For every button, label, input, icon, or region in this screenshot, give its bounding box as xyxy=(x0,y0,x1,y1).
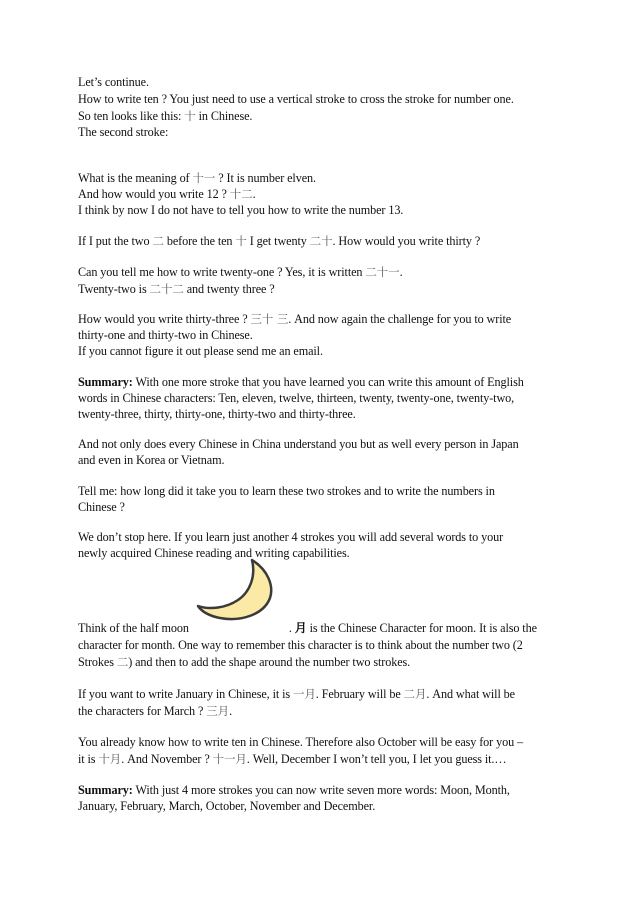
text-line xyxy=(78,436,519,452)
text-span: . How would you write thirty ? xyxy=(332,234,481,248)
text-line xyxy=(78,499,125,515)
text-span: ) and then to add the shape around the number two strokes. xyxy=(128,655,411,669)
chinese-char: 二 xyxy=(152,234,164,248)
text-line xyxy=(78,91,514,107)
text-line xyxy=(78,782,510,798)
chinese-char: 十二 xyxy=(229,187,253,201)
chinese-char: 二十二 xyxy=(149,282,184,296)
text-line xyxy=(78,311,511,327)
text-span: With one more stroke that you have learned you can write this amount of English xyxy=(132,375,524,389)
text-span: and even in Korea or Vietnam. xyxy=(78,453,225,467)
text-span: Let’s continue. xyxy=(78,75,149,89)
text-span: . And November ? xyxy=(121,752,213,766)
text-span: January, February, March, October, November and December. xyxy=(78,799,376,813)
chinese-char: 三十 三 xyxy=(250,312,289,326)
text-line xyxy=(78,452,224,468)
chinese-char: 十一 xyxy=(192,171,216,185)
summary-label: Summary: xyxy=(78,783,133,797)
text-span: And not only does every Chinese in China understand you but as well every person in Japan xyxy=(78,437,519,451)
chinese-char: 二 xyxy=(116,655,129,669)
text-line xyxy=(78,281,275,297)
text-line xyxy=(78,202,403,218)
text-span: Twenty-two is xyxy=(78,282,150,296)
text-line xyxy=(78,170,316,186)
chinese-char: 二十 xyxy=(309,234,333,248)
chinese-char: 十 xyxy=(184,109,196,123)
text-span: before the ten xyxy=(163,234,236,248)
half-moon-shape xyxy=(198,560,271,619)
text-line xyxy=(78,264,403,280)
chinese-char: 一月 xyxy=(292,687,316,701)
text-span: And how would you write 12 ? xyxy=(78,187,230,201)
text-line xyxy=(78,327,253,343)
chinese-char: 二十一 xyxy=(365,265,400,279)
text-span: If you cannot figure it out please send me an email. xyxy=(78,344,323,358)
text-line xyxy=(78,798,375,814)
text-span: character for month. One way to remember this character is to think about the number two (2 xyxy=(78,638,523,652)
text-line xyxy=(78,374,524,390)
text-span: . And what will be xyxy=(426,687,515,701)
text-line xyxy=(78,734,523,750)
text-span: Can you tell me how to write twenty-one ? Yes, it is written xyxy=(78,265,366,279)
chinese-char: 十 xyxy=(235,234,247,248)
text-span: words in Chinese characters: Ten, eleven, twelve, thirteen, twenty, twenty-one, twenty-two, xyxy=(78,391,515,405)
text-span: . Well, December I won’t tell you, I let you guess it.… xyxy=(246,752,507,766)
text-span: You already know how to write ten in Chinese. Therefore also October will be easy for you – xyxy=(78,735,524,749)
text-line xyxy=(78,74,149,90)
text-span: If I put the two xyxy=(78,234,153,248)
chinese-char: 十一月 xyxy=(212,752,247,766)
text-line xyxy=(78,654,410,670)
text-span: and twenty three ? xyxy=(183,282,275,296)
text-span: Strokes xyxy=(78,655,117,669)
text-line xyxy=(78,124,168,140)
text-span: With just 4 more strokes you can now write seven more words: Moon, Month, xyxy=(132,783,510,797)
text-line xyxy=(78,406,356,422)
text-line xyxy=(78,703,232,719)
chinese-char: 月 xyxy=(294,621,307,635)
text-span: ? It is number elven. xyxy=(215,171,316,185)
text-span: Chinese ? xyxy=(78,500,125,514)
text-span: So ten looks like this: xyxy=(78,109,185,123)
text-line xyxy=(78,637,523,653)
text-span: How would you write thirty-three ? xyxy=(78,312,251,326)
text-span: the characters for March ? xyxy=(78,704,207,718)
text-line xyxy=(78,483,495,499)
text-span: it is xyxy=(78,752,99,766)
text-span: in Chinese. xyxy=(195,109,253,123)
text-span: . xyxy=(288,621,295,635)
text-line xyxy=(78,751,506,767)
text-span: I get twenty xyxy=(246,234,310,248)
text-span: . xyxy=(252,187,256,201)
text-span: We don’t stop here. If you learn just another 4 strokes you will add several words to your xyxy=(78,530,504,544)
text-line xyxy=(78,390,514,406)
text-line xyxy=(78,343,323,359)
text-line xyxy=(78,686,515,702)
text-span: I think by now I do not have to tell you how to write the number 13. xyxy=(78,203,404,217)
text-span: What is the meaning of xyxy=(78,171,193,185)
text-line xyxy=(78,620,537,636)
text-span: thirty-one and thirty-two in Chinese. xyxy=(78,328,253,342)
text-span: . xyxy=(229,704,233,718)
text-span: newly acquired Chinese reading and writing capabilities. xyxy=(78,546,350,560)
text-span: is the Chinese Character for moon. It is also the xyxy=(306,621,537,635)
text-span: . February will be xyxy=(315,687,404,701)
text-line xyxy=(78,529,503,545)
text-span: twenty-three, thirty, thirty-one, thirty-two and thirty-three. xyxy=(78,407,356,421)
text-span: . xyxy=(399,265,403,279)
text-span: Tell me: how long did it take you to learn these two strokes and to write the numbers in xyxy=(78,484,495,498)
text-span: How to write ten ? You just need to use a vertical stroke to cross the stroke for number one. xyxy=(78,92,514,106)
chinese-char: 二月 xyxy=(403,687,427,701)
summary-label: Summary: xyxy=(78,375,133,389)
half-moon-icon xyxy=(196,556,278,624)
text-span: If you want to write January in Chinese, it is xyxy=(78,687,293,701)
text-line xyxy=(78,233,480,249)
chinese-char: 十月 xyxy=(98,752,122,766)
text-line xyxy=(78,186,256,202)
chinese-char: 三月 xyxy=(206,704,230,718)
text-line xyxy=(78,108,252,124)
text-span: Think of the half moon xyxy=(78,621,189,635)
text-span: The second stroke: xyxy=(78,125,169,139)
text-span: . And now again the challenge for you to write xyxy=(288,312,512,326)
